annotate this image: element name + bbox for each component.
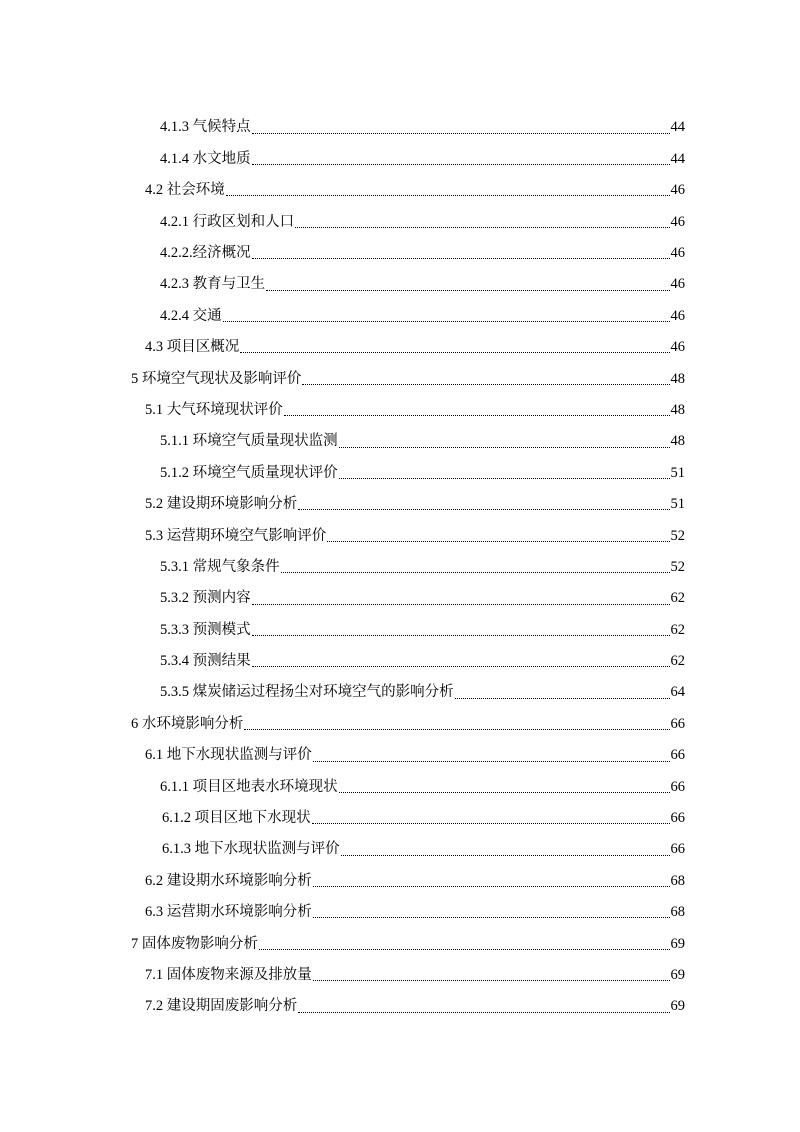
toc-entry-page-number: 44 [670, 119, 685, 136]
toc-entry-title: 4.2.2.经济概况 [160, 245, 251, 261]
toc-entry-title: 6 水环境影响分析 [131, 715, 244, 732]
toc-entry[interactable] [0, 834, 800, 865]
toc-entry[interactable] [0, 771, 800, 802]
toc-entry-title: 7.1 固体废物来源及排放量 [145, 966, 312, 983]
toc-entry-page-number: 62 [670, 621, 685, 638]
toc-entry-title: 5.3.3 预测模式 [160, 621, 251, 638]
toc-entry[interactable] [0, 928, 800, 959]
toc-entry[interactable] [0, 489, 800, 520]
toc-entry-page-number: 46 [670, 339, 685, 356]
toc-entry-page-number: 48 [670, 370, 685, 387]
toc-entry-title: 7.2 建设期固废影响分析 [145, 998, 298, 1015]
toc-dot-leader [252, 163, 670, 165]
toc-entry[interactable] [0, 238, 800, 269]
toc-entry[interactable] [0, 457, 800, 488]
toc-dot-leader [313, 885, 670, 887]
toc-entry-page-number: 66 [670, 778, 685, 795]
toc-entry-title: 7 固体废物影响分析 [131, 935, 258, 952]
toc-dot-leader [327, 540, 669, 542]
toc-entry-title: 4.2 社会环境 [145, 182, 225, 199]
toc-entry-title: 5.1.2 环境空气质量现状评价 [160, 464, 338, 481]
toc-entry[interactable] [0, 363, 800, 394]
toc-entry-title: 6.1.1 项目区地表水环境现状 [160, 778, 338, 795]
toc-dot-leader [341, 854, 670, 856]
toc-dot-leader [455, 697, 670, 699]
toc-entry-page-number: 48 [670, 433, 685, 450]
toc-entry-title: 4.1.3 气候特点 [160, 119, 251, 136]
toc-entry[interactable] [0, 583, 800, 614]
toc-dot-leader [298, 508, 669, 510]
toc-entry[interactable] [0, 551, 800, 582]
toc-entry-title: 5.3 运营期环境空气影响评价 [145, 527, 327, 544]
toc-dot-leader [313, 979, 670, 981]
toc-entry[interactable] [0, 677, 800, 708]
toc-entry-title: 5 环境空气现状及影响评价 [131, 370, 302, 387]
toc-entry-page-number: 46 [670, 213, 685, 230]
toc-entry[interactable] [0, 175, 800, 206]
toc-dot-leader [298, 1011, 669, 1013]
toc-entry-page-number: 66 [670, 810, 685, 827]
toc-entry-title: 4.2.3 教育与卫生 [160, 276, 266, 293]
toc-entry-title: 5.3.5 煤炭储运过程扬尘对环境空气的影响分析 [160, 684, 454, 701]
toc-entry-title: 4.2.4 交通 [160, 307, 222, 324]
toc-entry-page-number: 48 [670, 401, 685, 418]
toc-entry-page-number: 69 [670, 966, 685, 983]
toc-dot-leader [252, 665, 670, 667]
toc-entry-title: 6.1.3 地下水现状监测与评价 [162, 841, 340, 858]
toc-entry[interactable] [0, 300, 800, 331]
toc-entry-page-number: 51 [670, 464, 685, 481]
toc-dot-leader [226, 194, 670, 196]
toc-entry[interactable] [0, 803, 800, 834]
toc-dot-leader [339, 446, 670, 448]
toc-dot-leader [339, 477, 670, 479]
toc-entry-title: 6.1 地下水现状监测与评价 [145, 747, 312, 764]
toc-dot-leader [266, 289, 669, 291]
toc-entry-page-number: 66 [670, 715, 685, 732]
toc-entry-title: 4.3 项目区概况 [145, 339, 240, 356]
toc-dot-leader [295, 226, 669, 228]
toc-entry-page-number: 64 [670, 684, 685, 701]
toc-entry[interactable] [0, 206, 800, 237]
toc-entry[interactable] [0, 426, 800, 457]
toc-entry-page-number: 69 [670, 935, 685, 952]
toc-entry-title: 4.1.4 水文地质 [160, 150, 251, 167]
toc-dot-leader [252, 603, 670, 605]
toc-entry-page-number: 68 [670, 872, 685, 889]
toc-entry-title: 4.2.1 行政区划和人口 [160, 213, 295, 230]
toc-dot-leader [284, 414, 670, 416]
toc-entry[interactable] [0, 269, 800, 300]
toc-entry[interactable] [0, 520, 800, 551]
toc-entry[interactable] [0, 897, 800, 928]
toc-entry-page-number: 44 [670, 150, 685, 167]
toc-dot-leader [252, 634, 670, 636]
toc-entry-title: 6.1.2 项目区地下水现状 [162, 810, 311, 827]
toc-dot-leader [339, 791, 670, 793]
toc-entry-page-number: 46 [670, 245, 685, 261]
table-of-contents [0, 112, 800, 1022]
toc-dot-leader [281, 571, 670, 573]
toc-dot-leader [313, 916, 670, 918]
toc-entry-title: 5.3.4 预测结果 [160, 653, 251, 670]
toc-dot-leader [252, 132, 670, 134]
toc-dot-leader [302, 383, 669, 385]
toc-entry-title: 5.2 建设期环境影响分析 [145, 496, 298, 513]
toc-entry-page-number: 46 [670, 276, 685, 293]
toc-entry[interactable] [0, 740, 800, 771]
toc-entry-page-number: 68 [670, 904, 685, 921]
toc-entry-page-number: 69 [670, 998, 685, 1015]
toc-dot-leader [240, 351, 669, 353]
toc-entry-page-number: 51 [670, 496, 685, 513]
toc-entry[interactable] [0, 332, 800, 363]
toc-entry-title: 5.3.2 预测内容 [160, 590, 251, 607]
toc-entry-title: 6.3 运营期水环境影响分析 [145, 904, 312, 921]
toc-entry-page-number: 62 [670, 653, 685, 670]
toc-entry[interactable] [0, 395, 800, 426]
toc-entry-page-number: 46 [670, 307, 685, 324]
toc-entry-page-number: 66 [670, 747, 685, 764]
toc-dot-leader [223, 320, 670, 322]
toc-entry[interactable] [0, 646, 800, 677]
toc-entry-title: 5.3.1 常规气象条件 [160, 558, 280, 575]
toc-entry[interactable] [0, 708, 800, 739]
toc-entry-page-number: 46 [670, 182, 685, 199]
toc-entry[interactable] [0, 112, 800, 143]
toc-entry[interactable] [0, 614, 800, 645]
toc-entry-page-number: 66 [670, 841, 685, 858]
toc-entry[interactable] [0, 865, 800, 896]
toc-dot-leader [252, 257, 670, 259]
toc-entry[interactable] [0, 143, 800, 174]
toc-entry[interactable] [0, 991, 800, 1022]
toc-entry-page-number: 52 [670, 558, 685, 575]
toc-entry-page-number: 62 [670, 590, 685, 607]
toc-entry[interactable] [0, 960, 800, 991]
toc-dot-leader [313, 760, 670, 762]
toc-dot-leader [259, 948, 670, 950]
toc-entry-title: 5.1 大气环境现状评价 [145, 401, 283, 418]
toc-entry-title: 6.2 建设期水环境影响分析 [145, 872, 312, 889]
toc-dot-leader [312, 822, 670, 824]
toc-dot-leader [244, 728, 669, 730]
toc-entry-page-number: 52 [670, 527, 685, 544]
toc-entry-title: 5.1.1 环境空气质量现状监测 [160, 433, 338, 450]
